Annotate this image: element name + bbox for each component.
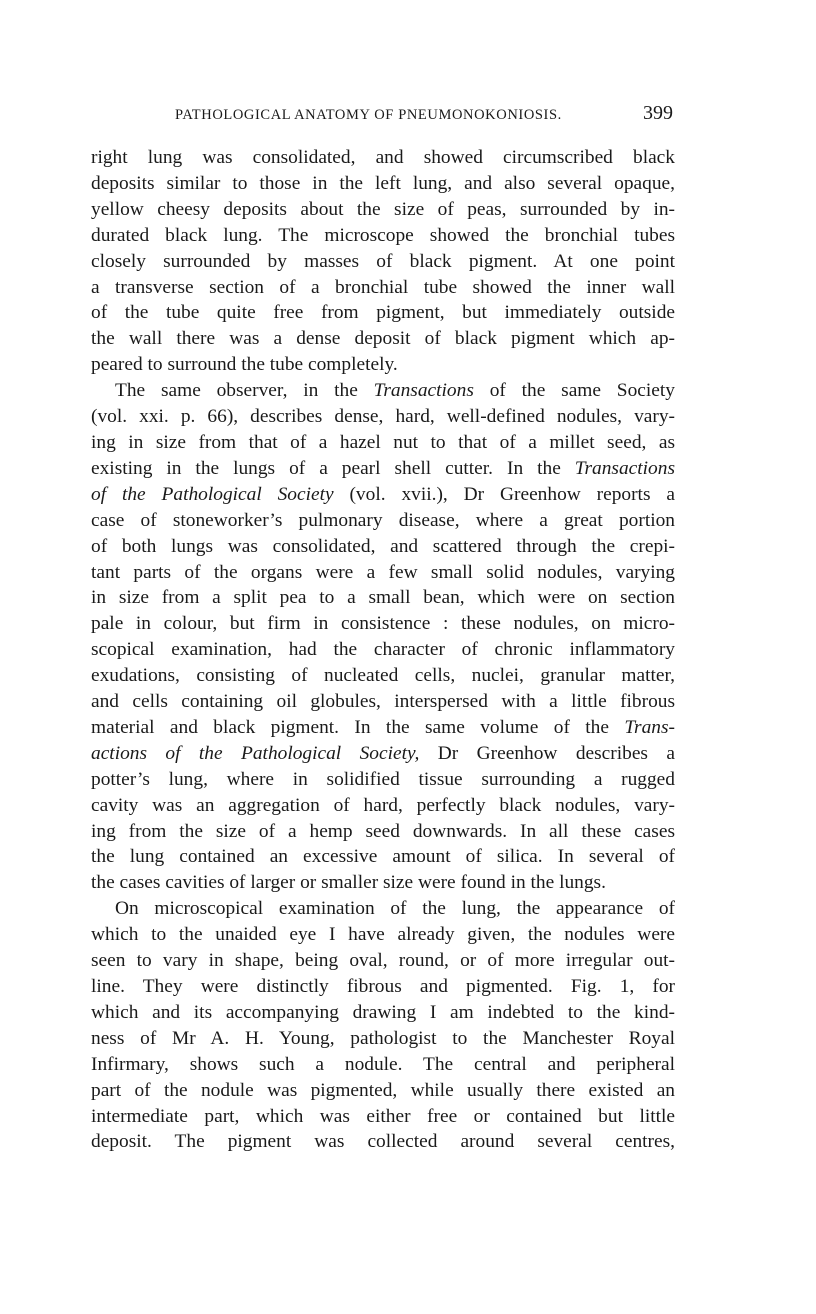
text-line	[91, 482, 675, 508]
text-line	[91, 715, 675, 741]
text-run: exudations, consisting of nucleated cells, nuclei, granular matter,	[91, 665, 675, 687]
text-line	[91, 793, 675, 819]
text-line	[91, 171, 675, 197]
text-run: intermediate part, which was either free or contained but little	[91, 1105, 675, 1127]
text-line	[91, 560, 675, 586]
text-line	[91, 689, 675, 715]
text-run: ness of Mr A. H. Young, pathologist to the Manchester Royal	[91, 1027, 675, 1049]
text-run: On microscopical examination of the lung, the appearance of	[115, 898, 675, 920]
text-run: pale in colour, but firm in consistence : these nodules, on micro-	[91, 613, 675, 635]
text-line	[91, 870, 675, 896]
text-line	[91, 844, 675, 870]
text-line	[91, 1129, 675, 1155]
text-run: durated black lung. The microscope showed the bronchial tubes	[91, 224, 675, 246]
paragraph	[91, 378, 675, 896]
text-line	[91, 508, 675, 534]
italic-text: Transactions	[574, 457, 675, 479]
text-line	[91, 922, 675, 948]
text-run: peared to surround the tube completely.	[91, 354, 398, 376]
text-line	[91, 275, 675, 301]
body-text	[91, 145, 675, 1155]
text-run: seen to vary in shape, being oval, round, or of more irregular out-	[91, 950, 675, 972]
text-run: (vol. xvii.), Dr Greenhow reports a	[333, 483, 675, 505]
text-line	[91, 223, 675, 249]
text-run: right lung was consolidated, and showed circumscribed black	[91, 147, 675, 168]
text-run: of the same Society	[473, 380, 675, 402]
text-line	[91, 352, 675, 378]
text-run: the cases cavities of larger or smaller size were found in the lungs.	[91, 872, 606, 894]
italic-text: Transactions	[373, 380, 474, 402]
text-line	[91, 1104, 675, 1130]
text-run: of the tube quite free from pigment, but immediately outside	[91, 302, 675, 324]
text-run: material and black pigment. In the same volume of the	[91, 716, 625, 738]
page-header	[91, 100, 675, 130]
text-run: the wall there was a dense deposit of black pigment which ap-	[91, 328, 675, 350]
text-run: which and its accompanying drawing I am indebted to the kind-	[91, 1001, 675, 1023]
italic-text: Trans-	[624, 716, 675, 738]
text-run: of both lungs was consolidated, and scattered through the crepi-	[91, 535, 675, 557]
text-line	[91, 585, 675, 611]
text-run: part of the nodule was pigmented, while usually there existed an	[91, 1079, 675, 1101]
text-line	[91, 378, 675, 404]
text-run: a transverse section of a bronchial tube showed the inner wall	[91, 276, 675, 298]
text-line	[91, 430, 675, 456]
paragraph	[91, 896, 675, 1155]
text-run: closely surrounded by masses of black pigment. At one point	[91, 250, 675, 272]
text-line	[91, 819, 675, 845]
text-run: deposit. The pigment was collected around several centres,	[91, 1131, 675, 1153]
text-run: yellow cheesy deposits about the size of peas, surrounded by in-	[91, 198, 675, 220]
text-line	[91, 145, 675, 171]
text-line	[91, 1052, 675, 1078]
text-run: potter’s lung, where in solidified tissue surrounding a rugged	[91, 768, 675, 790]
text-line	[91, 741, 675, 767]
text-run: cavity was an aggregation of hard, perfectly black nodules, vary-	[91, 794, 675, 816]
text-run: case of stoneworker’s pulmonary disease, where a great portion	[91, 509, 675, 531]
text-line	[91, 326, 675, 352]
text-run: (vol. xxi. p. 66), describes dense, hard, well-defined nodules, vary-	[91, 406, 675, 428]
text-line	[91, 948, 675, 974]
italic-text: of the Pathological Society	[91, 483, 334, 505]
text-line	[91, 1078, 675, 1104]
text-line	[91, 896, 675, 922]
text-run: tant parts of the organs were a few small solid nodules, varying	[91, 561, 675, 583]
text-run: deposits similar to those in the left lung, and also several opaque,	[91, 172, 675, 194]
text-run: scopical examination, had the character of chronic inflammatory	[91, 639, 675, 661]
text-run: line. They were distinctly fibrous and pigmented. Fig. 1, for	[91, 976, 675, 997]
running-title: PATHOLOGICAL ANATOMY OF PNEUMONOKONIOSIS.	[175, 107, 562, 123]
text-line	[91, 611, 675, 637]
text-line	[91, 637, 675, 663]
book-page	[91, 100, 675, 1155]
paragraph	[91, 145, 675, 378]
text-run: which to the unaided eye I have already given, the nodules were	[91, 924, 675, 946]
text-run: existing in the lungs of a pearl shell cutter. In the	[91, 457, 575, 479]
italic-text: actions of the Pathological Society,	[91, 742, 420, 764]
text-run: and cells containing oil globules, interspersed with a little fibrous	[91, 691, 675, 713]
text-run: ing in size from that of a hazel nut to that of a millet seed, as	[91, 431, 675, 453]
text-line	[91, 534, 675, 560]
text-line	[91, 300, 675, 326]
text-run: ing from the size of a hemp seed downwards. In all these cases	[91, 820, 675, 842]
text-line	[91, 974, 675, 1000]
text-line	[91, 1000, 675, 1026]
text-run: The same observer, in the	[115, 380, 374, 402]
text-run: the lung contained an excessive amount of silica. In several of	[91, 846, 675, 868]
text-line	[91, 767, 675, 793]
text-run: Dr Greenhow describes a	[419, 742, 675, 764]
text-line	[91, 456, 675, 482]
text-line	[91, 1026, 675, 1052]
text-line	[91, 663, 675, 689]
text-line	[91, 249, 675, 275]
page-number: 399	[643, 102, 673, 124]
text-run: Infirmary, shows such a nodule. The central and peripheral	[91, 1053, 675, 1075]
text-line	[91, 197, 675, 223]
text-run: in size from a split pea to a small bean, which were on section	[91, 587, 675, 609]
text-line	[91, 404, 675, 430]
